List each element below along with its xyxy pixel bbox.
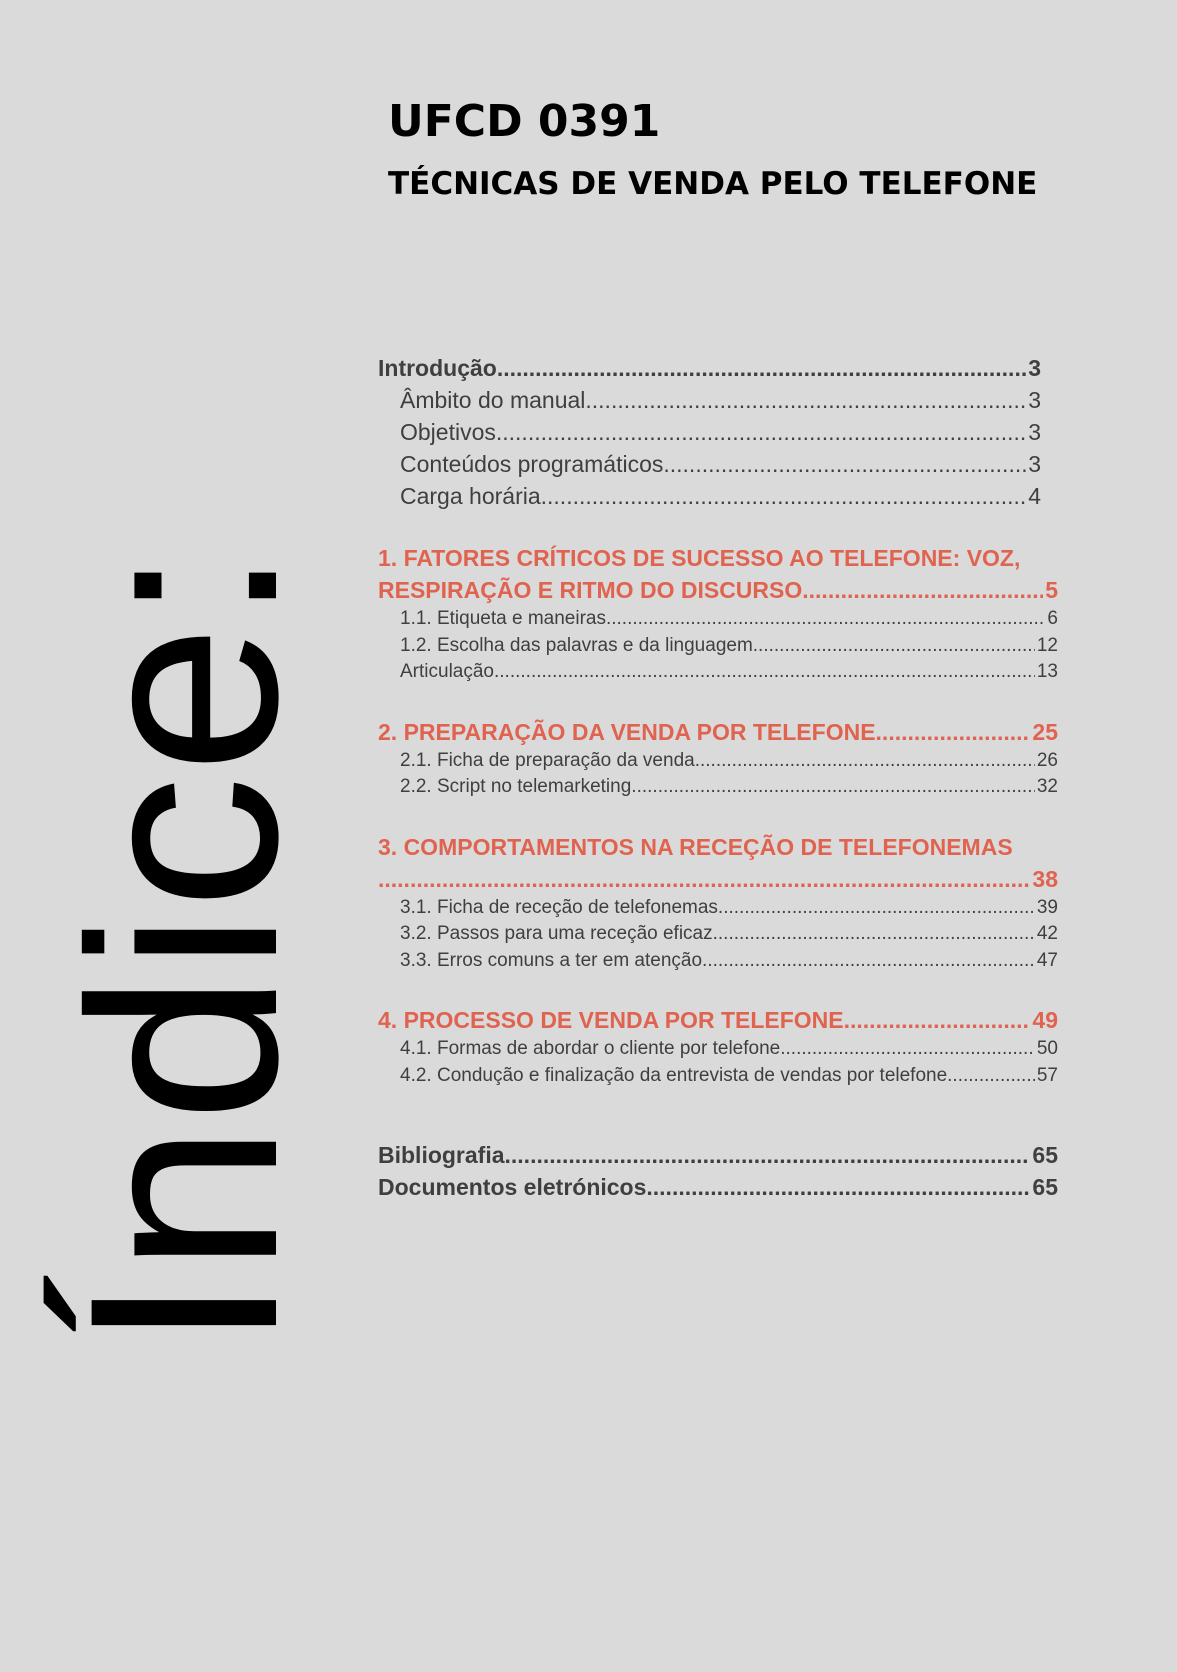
toc-leader-dots — [606, 606, 1045, 633]
toc-entry-page: 49 — [1032, 1007, 1058, 1033]
toc-entry-label: Âmbito do manual — [400, 387, 586, 413]
toc-entry-1-1[interactable] — [378, 606, 1058, 633]
toc-entry-label: 4. PROCESSO DE VENDA POR TELEFONE — [378, 1007, 844, 1033]
toc-entry-page: 39 — [1036, 896, 1058, 918]
toc-chapter-2 — [378, 716, 1058, 801]
toc-entry-page: 25 — [1032, 718, 1058, 745]
toc-leader-dots — [718, 895, 1035, 922]
toc-entry-page: 38 — [1032, 865, 1058, 892]
toc-leader-dots — [541, 480, 1027, 512]
toc-entry-ambito[interactable] — [378, 384, 1041, 416]
table-of-contents — [378, 352, 1058, 1203]
toc-entry-label: RESPIRAÇÃO E RITMO DO DISCURSO — [378, 577, 803, 603]
toc-chapter-3-title-line1[interactable]: 3. COMPORTAMENTOS NA RECEÇÃO DE TELEFONEMAS — [378, 833, 1013, 860]
toc-intro-section — [378, 352, 1041, 512]
toc-entry-page: 26 — [1036, 749, 1058, 771]
toc-entry-4-1[interactable] — [378, 1036, 1058, 1063]
toc-entry-page: 3 — [1028, 419, 1041, 445]
toc-entry-page: 42 — [1036, 923, 1058, 944]
toc-entry-page: 65 — [1032, 1174, 1058, 1200]
toc-entry-bibliografia[interactable] — [378, 1139, 1058, 1171]
index-side-title: Índice: — [33, 546, 333, 1350]
toc-entry-page: 47 — [1036, 949, 1058, 971]
toc-entry-label: 2.2. Script no telemarketing — [400, 776, 632, 797]
toc-entry-introducao[interactable] — [378, 352, 1041, 384]
toc-leader-dots — [378, 863, 1030, 895]
toc-entry-page: 3 — [1028, 387, 1041, 413]
toc-entry-2-1[interactable] — [378, 748, 1058, 775]
toc-entry-articulacao[interactable] — [378, 659, 1058, 686]
toc-chapter-2-title[interactable] — [378, 716, 1058, 748]
toc-entry-page: 12 — [1036, 634, 1058, 656]
toc-leader-dots — [802, 574, 1043, 606]
toc-entry-3-3[interactable] — [378, 948, 1058, 975]
toc-entry-objetivos[interactable] — [378, 416, 1041, 448]
toc-entry-carga-horaria[interactable] — [378, 480, 1041, 512]
toc-entry-label: 3.1. Ficha de receção de telefonemas — [400, 896, 718, 918]
toc-entry-page: 50 — [1036, 1038, 1058, 1059]
toc-chapter-1 — [378, 542, 1058, 686]
toc-entry-label: 1.2. Escolha das palavras e da linguagem — [400, 634, 753, 656]
toc-entry-documentos-eletronicos[interactable] — [378, 1171, 1058, 1203]
toc-entry-page: 4 — [1028, 483, 1041, 509]
toc-entry-page: 13 — [1036, 661, 1058, 682]
document-header — [388, 90, 1088, 206]
toc-leader-dots — [780, 1036, 1035, 1063]
toc-entry-conteudos[interactable] — [378, 448, 1041, 480]
toc-entry-label: 4.1. Formas de abordar o cliente por telefone — [400, 1038, 781, 1059]
toc-entry-page: 6 — [1047, 608, 1058, 629]
toc-chapter-4 — [378, 1004, 1058, 1089]
toc-entry-label: 3.3. Erros comuns a ter em atenção — [400, 949, 703, 971]
toc-entry-page: 3 — [1028, 355, 1041, 381]
toc-entry-label: Documentos eletrónicos — [378, 1174, 647, 1200]
toc-entry-page: 57 — [1036, 1064, 1058, 1086]
toc-leader-dots — [505, 1139, 1031, 1171]
toc-entry-label: Bibliografia — [378, 1142, 505, 1168]
toc-entry-label: 2. PREPARAÇÃO DA VENDA POR TELEFONE — [378, 718, 876, 745]
toc-entry-3-1[interactable] — [378, 895, 1058, 922]
toc-leader-dots — [702, 948, 1035, 975]
toc-leader-dots — [753, 633, 1035, 660]
toc-entry-3-2[interactable] — [378, 921, 1058, 948]
course-title: TÉCNICAS DE VENDA PELO TELEFONE — [388, 166, 1038, 202]
toc-entry-label: 3.2. Passos para uma receção eficaz — [400, 923, 713, 944]
toc-end-matter — [378, 1139, 1058, 1203]
toc-entry-1-2[interactable] — [378, 633, 1058, 660]
toc-entry-label: 1.1. Etiqueta e maneiras — [400, 608, 606, 629]
toc-entry-page: 32 — [1036, 776, 1058, 797]
toc-entry-page: 5 — [1045, 577, 1058, 603]
toc-entry-label: 4.2. Condução e finalização da entrevista de vendas por telefone — [400, 1064, 948, 1086]
toc-leader-dots — [695, 748, 1035, 775]
toc-leader-dots — [663, 448, 1026, 480]
toc-entry-label: Carga horária — [400, 483, 541, 509]
toc-entry-page: 3 — [1028, 451, 1041, 477]
toc-entry-label: Conteúdos programáticos — [400, 451, 664, 477]
toc-leader-dots — [494, 659, 1035, 686]
toc-leader-dots — [713, 921, 1035, 948]
toc-entry-label: 2.1. Ficha de preparação da venda — [400, 749, 695, 771]
toc-leader-dots — [876, 716, 1031, 748]
toc-entry-label: Introdução — [378, 355, 497, 381]
toc-leader-dots — [631, 774, 1035, 801]
toc-entry-label: Articulação — [400, 661, 494, 682]
toc-leader-dots — [585, 384, 1026, 416]
toc-chapter-1-title-line1[interactable]: 1. FATORES CRÍTICOS DE SUCESSO AO TELEFONE: VOZ, — [378, 545, 1021, 571]
toc-chapter-3-title-line2[interactable] — [378, 863, 1058, 895]
toc-chapter-1-title-line2[interactable] — [378, 574, 1058, 606]
toc-entry-label: Objetivos — [400, 419, 496, 445]
toc-entry-2-2[interactable] — [378, 774, 1058, 801]
toc-chapter-4-title[interactable] — [378, 1004, 1058, 1036]
toc-entry-page: 65 — [1032, 1142, 1058, 1168]
toc-leader-dots — [844, 1004, 1031, 1036]
toc-leader-dots — [497, 352, 1026, 384]
toc-leader-dots — [646, 1171, 1030, 1203]
toc-leader-dots — [496, 416, 1026, 448]
toc-chapter-3 — [378, 831, 1058, 975]
toc-leader-dots — [947, 1063, 1035, 1090]
course-code: UFCD 0391 — [388, 96, 661, 147]
toc-entry-4-2[interactable] — [378, 1063, 1058, 1090]
